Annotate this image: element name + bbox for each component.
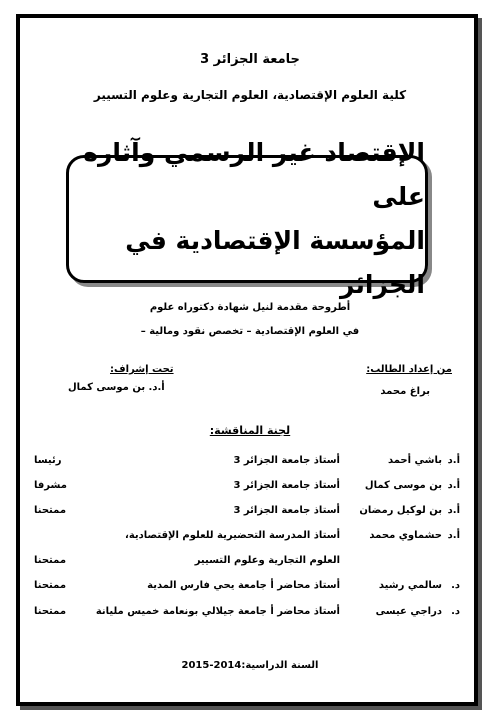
- member-degree: أ.د: [447, 530, 460, 541]
- member-role: ممتحنا: [34, 606, 67, 617]
- student-label: من إعداد الطالب:: [366, 364, 452, 375]
- member-degree: أ.د: [447, 480, 460, 491]
- thesis-specialty: في العلوم الإقتصادية – تخصص نقود ومالية –: [140, 326, 360, 337]
- member-degree: د.: [451, 580, 460, 591]
- university-name: جامعة الجزائر 3: [200, 52, 300, 67]
- member-role: مشرفا: [34, 480, 67, 491]
- page-border: [16, 14, 478, 706]
- member-position: أستاذ جامعة الجزائر 3: [233, 455, 340, 466]
- member-position: أستاذ محاضر أ جامعة جيلالي بونعامة خميس مليانة: [95, 606, 340, 617]
- academic-year: السنة الدراسية:2014-2015: [181, 660, 319, 671]
- supervisor-label: تحت إشراف:: [110, 364, 174, 375]
- member-name: حشماوي محمد: [369, 530, 442, 541]
- member-role: ممتحنا: [34, 580, 67, 591]
- member-degree: د.: [451, 606, 460, 617]
- member-name: بن موسى كمال: [364, 480, 442, 491]
- member-degree: أ.د: [447, 505, 460, 516]
- committee-member-row: [34, 480, 460, 496]
- committee-member-row: [34, 580, 460, 596]
- member-role: ممتحنا: [34, 505, 67, 516]
- thesis-title-box: [66, 138, 428, 299]
- committee-label: لجنة المناقشة:: [209, 424, 291, 437]
- member-position: أستاذ جامعة الجزائر 3: [233, 505, 340, 516]
- committee-member-row: [34, 455, 460, 471]
- member-role: رئيسا: [34, 455, 62, 466]
- thesis-title-line-1: الإقتصاد غير الرسمي وآثاره على: [83, 138, 425, 211]
- supervisor-name: أ.د. بن موسى كمال: [68, 382, 165, 393]
- committee-member-row: [34, 530, 460, 546]
- member-name: دراجي عيسى: [375, 606, 442, 617]
- member-role: ممتحنا: [34, 555, 67, 566]
- member-position: أستاذ محاضر أ جامعة يحي فارس المدية: [147, 580, 340, 591]
- faculty-name: كلية العلوم الإقتصادية، العلوم التجارية وعلوم التسيير: [93, 88, 407, 102]
- thesis-title-line-2: المؤسسة الإقتصادية في الجزائر: [125, 226, 425, 299]
- member-name: بن لوكيل رمضان: [359, 505, 442, 516]
- member-position: أستاذ جامعة الجزائر 3: [233, 480, 340, 491]
- committee-member-row: [34, 505, 460, 521]
- thesis-description: أطروحة مقدمة لنيل شهادة دكتوراه علوم: [149, 302, 351, 313]
- member-degree: أ.د: [447, 455, 460, 466]
- member-name: باشي أحمد: [387, 455, 442, 466]
- student-name: براغ محمد: [380, 386, 430, 397]
- member-position: أستاذ المدرسة التحضيرية للعلوم الإقتصادية،: [125, 530, 340, 541]
- member-name: سالمي رشيد: [378, 580, 442, 591]
- committee-member-row: [34, 555, 460, 571]
- committee-member-row: [34, 606, 460, 622]
- member-position: العلوم التجارية وعلوم التسيير: [194, 555, 340, 566]
